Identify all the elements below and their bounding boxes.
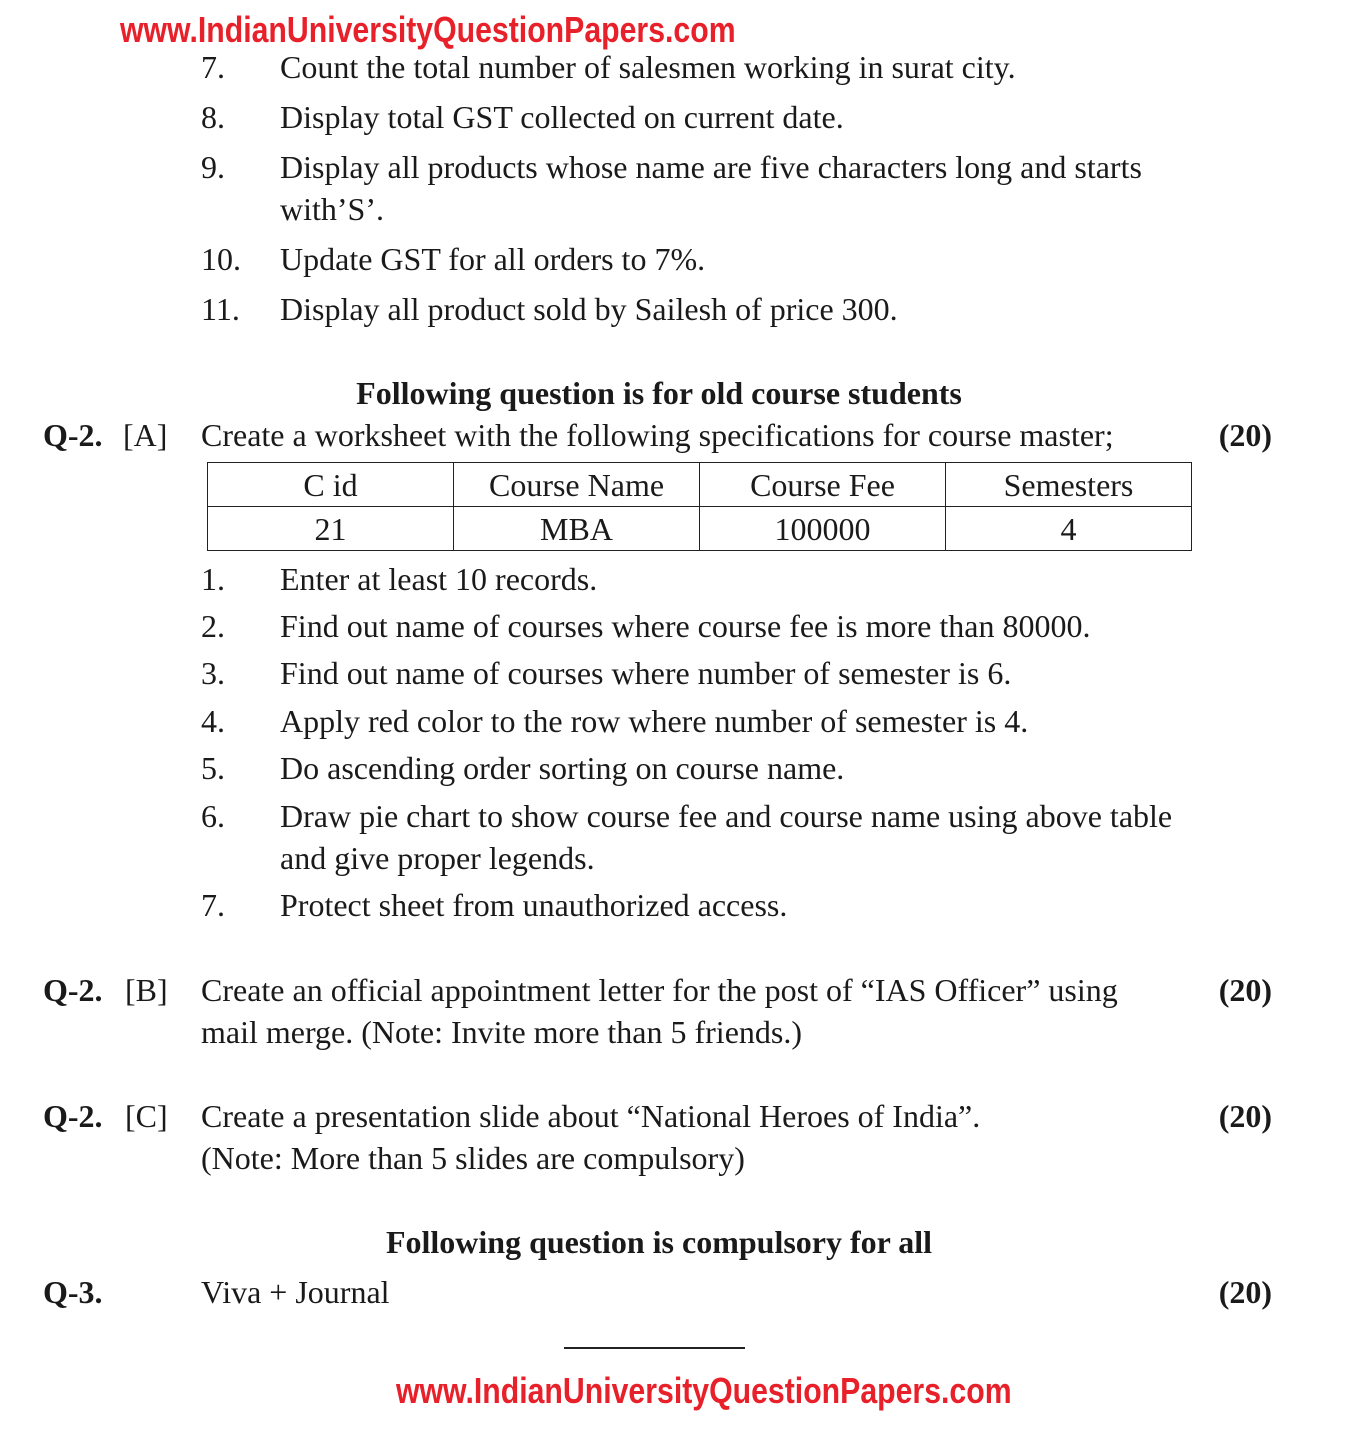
section-heading-old-course: Following question is for old course students bbox=[356, 375, 962, 411]
question-text: Create a presentation slide about “National Heroes of India”. bbox=[201, 1098, 981, 1134]
item-text: Find out name of courses where course fee is more than 80000. bbox=[280, 608, 1091, 644]
item-text: Count the total number of salesmen working in surat city. bbox=[280, 49, 1016, 85]
question-marks: (20) bbox=[1218, 1098, 1272, 1134]
question-marks: (20) bbox=[1218, 1274, 1272, 1310]
watermark-bottom[interactable]: www.IndianUniversityQuestionPapers.com bbox=[396, 1370, 1012, 1411]
item-number: 11. bbox=[201, 291, 240, 327]
question-label: Q-3. bbox=[43, 1274, 103, 1310]
item-number: 4. bbox=[201, 703, 225, 739]
table-header-cell: Course Fee bbox=[700, 463, 946, 507]
question-marks: (20) bbox=[1218, 972, 1272, 1008]
question-text: mail merge. (Note: Invite more than 5 friends.) bbox=[201, 1014, 802, 1050]
item-text: Enter at least 10 records. bbox=[280, 561, 598, 597]
question-part: [B] bbox=[125, 972, 168, 1008]
item-text: with’S’. bbox=[280, 191, 384, 227]
question-text: Create a worksheet with the following specifications for course master; bbox=[201, 417, 1114, 453]
item-number: 1. bbox=[201, 561, 225, 597]
item-number: 6. bbox=[201, 798, 225, 834]
question-part: [C] bbox=[125, 1098, 168, 1134]
item-number: 5. bbox=[201, 750, 225, 786]
item-number: 7. bbox=[201, 49, 225, 85]
item-text: Display all product sold by Sailesh of price 300. bbox=[280, 291, 898, 327]
item-number: 3. bbox=[201, 655, 225, 691]
item-text: Draw pie chart to show course fee and course name using above table bbox=[280, 798, 1173, 834]
question-label: Q-2. bbox=[43, 972, 103, 1008]
question-marks: (20) bbox=[1218, 417, 1272, 453]
course-master-table bbox=[207, 462, 1192, 551]
table-cell: 4 bbox=[946, 507, 1192, 551]
table-header-cell: C id bbox=[208, 463, 454, 507]
item-text: Update GST for all orders to 7%. bbox=[280, 241, 706, 277]
item-number: 9. bbox=[201, 149, 225, 185]
item-text: and give proper legends. bbox=[280, 840, 595, 876]
watermark-top[interactable]: www.IndianUniversityQuestionPapers.com bbox=[120, 9, 736, 50]
question-text: (Note: More than 5 slides are compulsory) bbox=[201, 1140, 745, 1176]
item-text: Apply red color to the row where number of semester is 4. bbox=[280, 703, 1029, 739]
table-header-cell: Course Name bbox=[454, 463, 700, 507]
table-header-row bbox=[208, 463, 1192, 507]
table-cell: 21 bbox=[208, 507, 454, 551]
table-cell: MBA bbox=[454, 507, 700, 551]
question-part: [A] bbox=[123, 417, 168, 453]
question-label: Q-2. bbox=[43, 417, 103, 453]
question-label: Q-2. bbox=[43, 1098, 103, 1134]
item-text: Display all products whose name are five characters long and starts bbox=[280, 149, 1142, 185]
item-number: 10. bbox=[201, 241, 241, 277]
item-number: 7. bbox=[201, 887, 225, 923]
end-divider bbox=[564, 1347, 745, 1349]
item-text: Do ascending order sorting on course name. bbox=[280, 750, 845, 786]
item-text: Display total GST collected on current date. bbox=[280, 99, 844, 135]
question-text: Create an official appointment letter for the post of “IAS Officer” using bbox=[201, 972, 1118, 1008]
question-text: Viva + Journal bbox=[201, 1274, 390, 1310]
item-text: Protect sheet from unauthorized access. bbox=[280, 887, 788, 923]
item-number: 8. bbox=[201, 99, 225, 135]
section-heading-compulsory: Following question is compulsory for all bbox=[385, 1224, 933, 1260]
item-number: 2. bbox=[201, 608, 225, 644]
table-cell: 100000 bbox=[700, 507, 946, 551]
item-text: Find out name of courses where number of semester is 6. bbox=[280, 655, 1012, 691]
table-row bbox=[208, 507, 1192, 551]
table-header-cell: Semesters bbox=[946, 463, 1192, 507]
